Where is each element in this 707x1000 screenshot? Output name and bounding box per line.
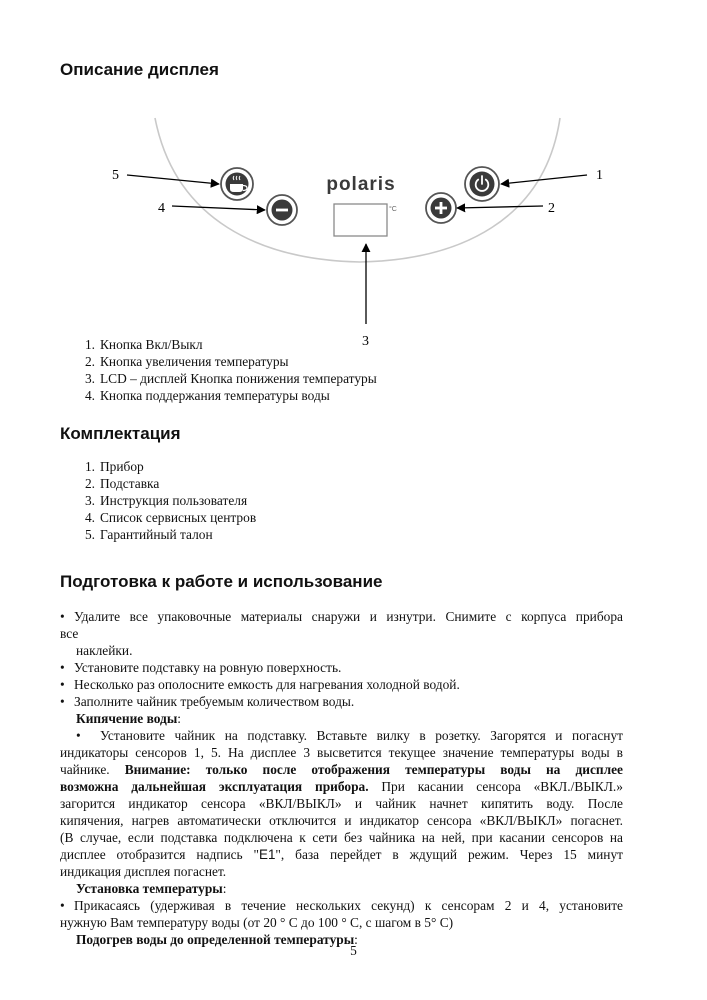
list-item: 3. Инструкция пользователя (84, 493, 248, 508)
text-line: возможна дальнейшая эксплуатация прибора. При касании сенсора «ВКЛ./ВЫКЛ.» (60, 779, 623, 794)
text-line: наклейки. (76, 643, 133, 658)
list-item: 1. Прибор (84, 459, 144, 474)
subheading-boiling: Кипячение воды: (76, 711, 182, 726)
bullet-item: • Прикасаясь (удерживая в течение нескольких секунд) к сенсорам 2 и 4, установите (60, 898, 623, 913)
bullet-item: • Заполните чайник требуемым количеством воды. (60, 694, 355, 709)
callout-arrow-2 (457, 206, 543, 208)
section-title-package: Комплектация (60, 424, 181, 443)
list-item: 2. Кнопка увеличения температуры (84, 354, 289, 369)
minus-icon (276, 209, 288, 212)
section-title-preparation: Подготовка к работе и использование (60, 572, 383, 591)
package-list (75, 458, 256, 543)
callout-number: 5 (112, 168, 119, 183)
keep-warm-button[interactable] (221, 168, 253, 200)
lcd-display (334, 204, 387, 236)
text-line: загорится индикатор сенсора «ВКЛ/ВЫКЛ» и чайник начнет кипятить воду. После (60, 796, 623, 811)
degree-label: °C (389, 206, 397, 213)
text-line: нужную Вам температуру воды (от 20 ° С до 100 ° С, с шагом в 5° С) (60, 915, 454, 930)
bullet-item: • Установите подставку на ровную поверхность. (60, 660, 342, 675)
brand-logo: polaris (326, 174, 396, 195)
list-item: 1. Кнопка Вкл/Выкл (84, 337, 203, 352)
list-item: 5. Гарантийный талон (84, 527, 213, 542)
list-item: 3. LCD – дисплей Кнопка понижения температуры (84, 371, 377, 386)
section-title-display: Описание дисплея (60, 60, 219, 79)
text-line: дисплее отобразится надпись "E1", база перейдет в ждущий режим. Через 15 минут (60, 847, 623, 862)
text-line: кипячения, нагрев автоматически отключится и индикатор сенсора «ВКЛ/ВЫКЛ» погаснет. (60, 813, 623, 828)
bullet-item: • Удалите все упаковочные материалы снаружи и изнутри. Снимите с корпуса прибора (60, 609, 623, 624)
display-legend (75, 336, 377, 404)
bullet-item: • Установите чайник на подставку. Вставьте вилку в розетку. Загорятся и погаснут (76, 728, 623, 743)
text-line: (В случае, если подставка подключена к сети без чайника на ней, при касании сенсоров на (60, 830, 623, 845)
subheading-heating: Подогрев воды до определенной температуры: (76, 932, 358, 947)
callout-number: 1 (596, 168, 603, 183)
list-item: 4. Список сервисных центров (84, 510, 257, 525)
error-code: E1 (259, 847, 276, 862)
text-line: индикаторы сенсоров 1, 5. На дисплее 3 высветится текущее значение температуры воды в (60, 745, 623, 760)
list-item: 2. Подставка (84, 476, 160, 491)
temperature-up-button[interactable] (426, 193, 456, 223)
callout-arrow-4 (172, 206, 265, 210)
power-button[interactable] (465, 167, 499, 201)
control-panel-diagram (0, 100, 707, 360)
preparation-body (60, 608, 623, 948)
callout-number: 3 (362, 334, 369, 349)
subheading-temperature: Установка температуры: (76, 881, 227, 896)
text-line: все (60, 626, 79, 641)
bullet-item: • Несколько раз ополосните емкость для нагревания холодной водой. (60, 677, 460, 692)
callout-arrow-5 (127, 175, 219, 184)
callout-arrow-1 (501, 175, 587, 184)
callout-number: 4 (158, 201, 165, 216)
text-line: индикация дисплея погаснет. (60, 864, 227, 879)
text-line: чайнике. Внимание: только после отображения температуры воды на дисплее (60, 762, 623, 777)
list-item: 4. Кнопка поддержания температуры воды (84, 388, 330, 403)
page-number: 5 (350, 943, 357, 958)
callout-number: 2 (548, 201, 555, 216)
temperature-down-button[interactable] (267, 195, 297, 225)
